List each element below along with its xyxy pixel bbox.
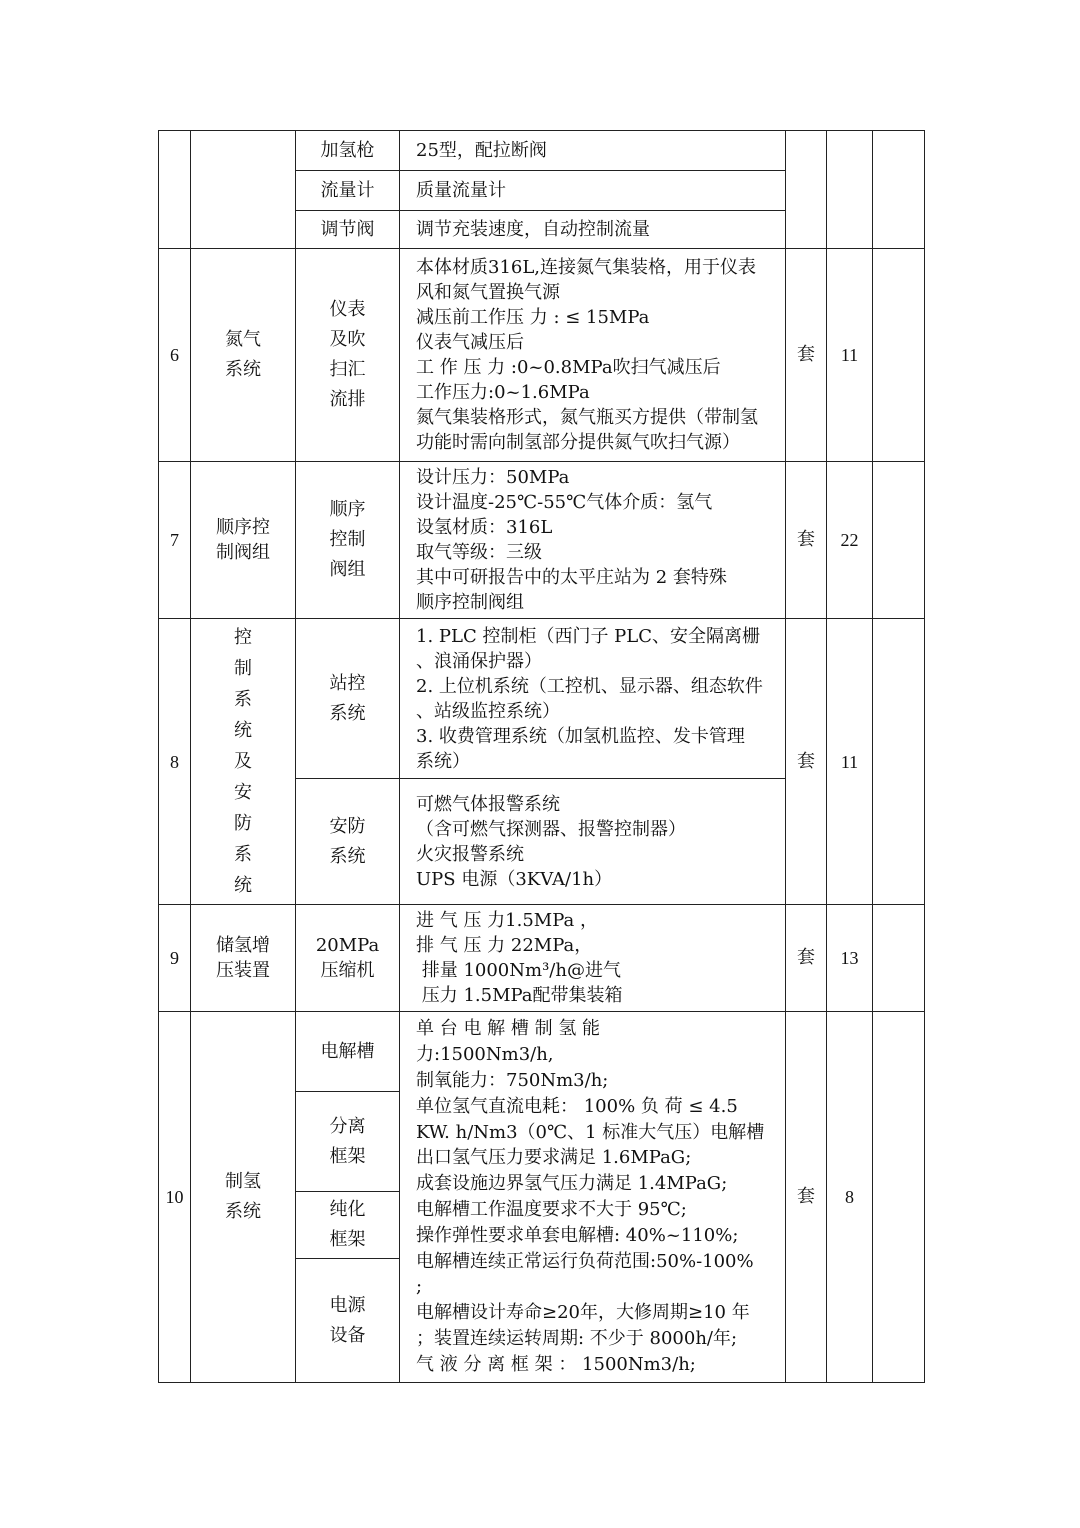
component-name: 仪表 及吹 扫汇 流排 — [296, 249, 400, 462]
system-name: 氮气 系统 — [191, 249, 296, 462]
equipment-spec-table — [158, 130, 925, 1383]
row-number: 8 — [159, 619, 191, 905]
unit: 套 — [786, 1012, 827, 1383]
table-row — [159, 462, 925, 619]
qty-cell — [827, 131, 873, 249]
spec-text: 单 台 电 解 槽 制 氢 能 力:1500Nm3/h, 制氧能力：750Nm3/h; 单位氢气直流电耗： 100% 负 荷 ≤ 4.5 KW. h/Nm3（0℃、1 标准大气压）电解槽 出口氢气压力要求满足 1.6MPaG; 成套设施边界氢气压力满足 1.4MPaG; 电解槽工作温度要求不大于 95℃; 操作弹性要求单套电解槽: 40%~110%; 电解槽连续正常运行负荷范围:50%-100% ; 电解槽设计寿命≥20年，大修周期≥10 年 ；装置连续运转周期: 不少于 8000h/年; 气 液 分 离 框 架 ： 1500Nm3/h; — [400, 1012, 786, 1383]
spec-cell: 调节充装速度，自动控制流量 — [400, 211, 786, 249]
row-number: 6 — [159, 249, 191, 462]
remark-cell — [873, 905, 925, 1012]
name-cell — [191, 131, 296, 249]
component-name: 电源 设备 — [296, 1259, 400, 1383]
system-name: 控 制 系 统 及 安 防 系 统 — [191, 619, 296, 905]
component-name: 顺序 控制 阀组 — [296, 462, 400, 619]
unit: 套 — [786, 249, 827, 462]
component-cell: 流量计 — [296, 171, 400, 211]
quantity: 11 — [827, 249, 873, 462]
component-name: 安防 系统 — [296, 779, 400, 905]
spec-text: 1. PLC 控制柜（西门子 PLC、安全隔离栅 、浪涌保护器） 2. 上位机系统（工控机、显示器、组态软件 、站级监控系统） 3. 收费管理系统（加氢机监控、发卡管理 系统） — [400, 619, 786, 779]
spec-cell: 25型，配拉断阀 — [400, 131, 786, 171]
table-row — [159, 131, 925, 171]
component-name: 20MPa 压缩机 — [296, 905, 400, 1012]
quantity: 8 — [827, 1012, 873, 1383]
component-cell: 调节阀 — [296, 211, 400, 249]
table-row — [159, 249, 925, 462]
spec-text: 进 气 压 力1.5MPa ， 排 气 压 力 22MPa， 排量 1000Nm³/h@进气 压力 1.5MPa配带集装箱 — [400, 905, 786, 1012]
component-name: 电解槽 — [296, 1012, 400, 1092]
table-row — [159, 1012, 925, 1092]
quantity: 22 — [827, 462, 873, 619]
row-number: 7 — [159, 462, 191, 619]
unit-cell — [786, 131, 827, 249]
no-cell — [159, 131, 191, 249]
spec-text: 本体材质316L,连接氮气集装格，用于仪表 风和氮气置换气源 减压前工作压 力 : ≤ 15MPa 仪表气减压后 工 作 压 力 :0~0.8MPa吹扫气减压后 工作压力:0~1.6MPa 氮气集装格形式，氮气瓶买方提供（带制氢 功能时需向制氢部分提供氮气吹扫气源） — [400, 249, 786, 462]
quantity: 13 — [827, 905, 873, 1012]
unit: 套 — [786, 462, 827, 619]
remark-cell — [873, 249, 925, 462]
spec-text: 设计压力：50MPa 设计温度-25℃-55℃气体介质：氢气 设氢材质：316L 取气等级：三级 其中可研报告中的太平庄站为 2 套特殊 顺序控制阀组 — [400, 462, 786, 619]
system-name: 顺序控 制阀组 — [191, 462, 296, 619]
component-name: 纯化 框架 — [296, 1192, 400, 1259]
table-row — [159, 619, 925, 779]
unit: 套 — [786, 619, 827, 905]
system-name: 储氢增 压装置 — [191, 905, 296, 1012]
unit: 套 — [786, 905, 827, 1012]
component-name: 站控 系统 — [296, 619, 400, 779]
remark-cell — [873, 1012, 925, 1383]
row-number: 9 — [159, 905, 191, 1012]
spec-text: 可燃气体报警系统 （含可燃气探测器、报警控制器） 火灾报警系统 UPS 电源（3KVA/1h） — [400, 779, 786, 905]
quantity: 11 — [827, 619, 873, 905]
remark-cell — [873, 462, 925, 619]
spec-cell: 质量流量计 — [400, 171, 786, 211]
remark-cell — [873, 619, 925, 905]
system-name: 制氢 系统 — [191, 1012, 296, 1383]
component-cell: 加氢枪 — [296, 131, 400, 171]
remark-cell — [873, 131, 925, 249]
table-row — [159, 905, 925, 1012]
row-number: 10 — [159, 1012, 191, 1383]
component-name: 分离 框架 — [296, 1092, 400, 1192]
